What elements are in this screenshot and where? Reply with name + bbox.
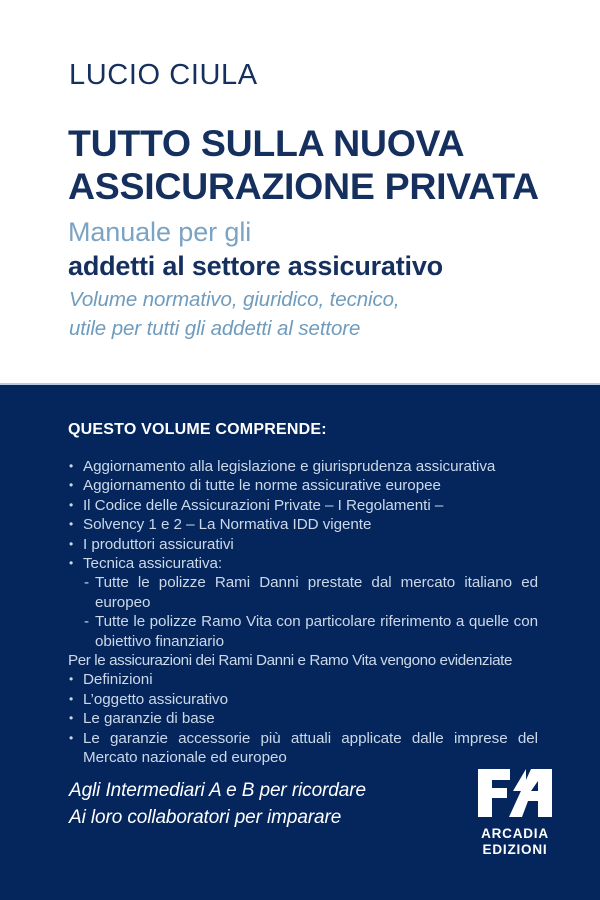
contents-bullet-item: • Il Codice delle Assicurazioni Private – I Regolamenti –	[68, 496, 538, 515]
contents-list	[68, 457, 538, 768]
publisher-logo	[476, 767, 554, 857]
contents-bullet-item: • Definizioni	[68, 670, 538, 689]
book-subtitle	[68, 216, 568, 284]
subtitle-light-line: Manuale per gli	[68, 217, 252, 247]
subtitle-bold-line: addetti al settore assicurativo	[68, 250, 443, 281]
tagline-line-2: utile per tutti gli addetti al settore	[69, 317, 361, 341]
publisher-name-line-2: EDIZIONI	[482, 841, 548, 857]
contents-sub-item: - Tutte le polizze Ramo Vita con particolare riferimento a quelle con obiettivo finanziario	[84, 612, 538, 651]
dedication-line-1: Agli Intermediari A e B per ricordare	[69, 780, 366, 801]
publisher-name	[476, 826, 554, 858]
contents-bullet-item: • I produttori assicurativi	[68, 535, 538, 554]
author-name: LUCIO CIULA	[69, 59, 258, 91]
contents-panel	[0, 385, 600, 900]
arcadia-monogram-icon	[476, 767, 554, 819]
contents-intro-line: Per le assicurazioni dei Rami Danni e Ramo Vita vengono evidenziate	[68, 652, 512, 670]
contents-bullet-item: • Tecnica assicurativa:	[68, 554, 538, 573]
contents-sub-item: - Tutte le polizze Rami Danni prestate dal mercato italiano ed europeo	[84, 573, 538, 612]
contents-bullet-item: • Aggiornamento alla legislazione e giurisprudenza assicurativa	[68, 457, 538, 476]
dedication-block	[69, 778, 449, 832]
tagline-line-1: Volume normativo, giuridico, tecnico,	[69, 288, 400, 311]
contents-bullet-item: • L’oggetto assicurativo	[68, 690, 538, 709]
cover-top-section	[0, 0, 600, 385]
book-tagline	[69, 285, 569, 343]
title-line-1: TUTTO SULLA NUOVA	[68, 122, 465, 164]
title-line-2: ASSICURAZIONE PRIVATA	[68, 165, 539, 208]
publisher-name-line-1: ARCADIA	[481, 826, 549, 841]
contents-bullet-item: • Solvency 1 e 2 – La Normativa IDD vigente	[68, 515, 538, 534]
book-title	[68, 122, 568, 208]
contents-bullet-item: • Aggiornamento di tutte le norme assicurative europee	[68, 476, 538, 495]
contents-bullet-item: • Le garanzie di base	[68, 709, 538, 728]
contents-heading: QUESTO VOLUME COMPRENDE:	[68, 421, 327, 438]
dedication-line-2: Ai loro collaboratori per imparare	[69, 806, 342, 828]
contents-bullet-item: • Le garanzie accessorie più attuali applicate dalle imprese del Mercato nazionale ed europeo	[68, 729, 538, 768]
